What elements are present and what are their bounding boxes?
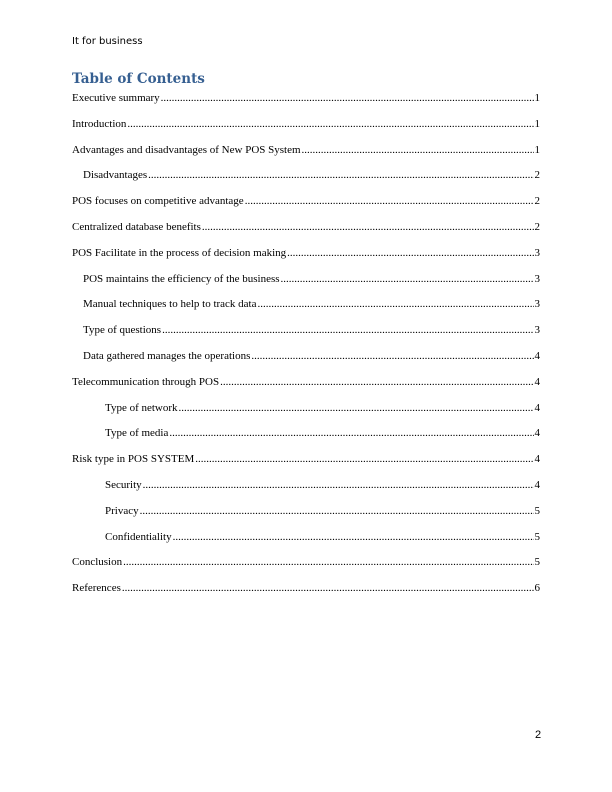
toc-leader-dots	[220, 375, 533, 389]
toc-entry-text[interactable]: Executive summary	[72, 92, 160, 104]
toc-entry-page[interactable]: 5	[534, 504, 540, 517]
toc-entry-privacy[interactable]	[72, 504, 540, 518]
toc-entry-text[interactable]: POS Facilitate in the process of decision making	[72, 246, 287, 259]
toc-entry-text[interactable]: Disadvantages	[83, 169, 148, 182]
toc-leader-dots	[245, 194, 534, 208]
toc-entry-conclusion[interactable]	[72, 555, 540, 569]
toc-entry-text[interactable]: Manual techniques to help to track data	[83, 298, 257, 311]
toc-leader-dots	[258, 297, 534, 311]
toc-entry-manual-techniques[interactable]	[72, 297, 540, 311]
toc-entry-references[interactable]	[72, 581, 540, 595]
toc-entry-page[interactable]: 1	[534, 117, 540, 130]
toc-leader-dots	[122, 581, 534, 595]
toc-leader-dots	[251, 349, 533, 363]
toc-entry-risk-type[interactable]	[72, 452, 540, 466]
toc-entry-page[interactable]: 2	[534, 169, 540, 182]
toc-entry-efficiency[interactable]	[72, 272, 540, 286]
toc-entry-page[interactable]: 4	[534, 427, 540, 440]
toc-entry-decision-making[interactable]	[72, 246, 540, 260]
toc-entry-page[interactable]: 4	[534, 478, 540, 491]
toc-entry-page[interactable]: 6	[534, 582, 540, 595]
page-number: 2	[535, 729, 542, 741]
toc-leader-dots	[195, 452, 533, 466]
toc-entry-text[interactable]: Type of network	[105, 401, 178, 414]
toc-entry-page[interactable]: 3	[534, 298, 540, 311]
toc-leader-dots	[123, 555, 533, 569]
toc-entry-page[interactable]: 4	[534, 375, 540, 388]
page-header: It for business	[72, 36, 143, 47]
toc-entry-text[interactable]: POS maintains the efficiency of the business	[83, 272, 280, 285]
toc-entry-page[interactable]: 4	[534, 349, 540, 362]
toc-entry-type-of-questions[interactable]	[72, 323, 540, 337]
toc-entry-text[interactable]: Security	[105, 478, 142, 491]
toc-entry-advantages-disadvantages[interactable]	[72, 143, 540, 157]
toc-entry-text[interactable]: References	[72, 582, 121, 595]
toc-entry-page[interactable]: 3	[534, 246, 540, 259]
toc-entry-text[interactable]: Confidentiality	[105, 530, 172, 543]
toc-leader-dots	[179, 401, 534, 415]
toc-entry-text[interactable]: Type of media	[105, 427, 169, 440]
toc-entry-page[interactable]: 1	[534, 92, 540, 104]
toc-leader-dots	[169, 426, 533, 440]
toc-entry-competitive-advantage[interactable]	[72, 194, 540, 208]
toc-leader-dots	[281, 272, 534, 286]
toc-entry-text[interactable]: Conclusion	[72, 556, 123, 569]
toc-leader-dots	[148, 168, 533, 182]
toc-leader-dots	[202, 220, 534, 234]
toc-entry-page[interactable]: 3	[534, 324, 540, 337]
toc-entry-disadvantages[interactable]	[72, 168, 540, 182]
toc-entry-page[interactable]: 2	[534, 220, 540, 233]
toc-leader-dots	[127, 117, 533, 131]
toc-entry-type-of-network[interactable]	[72, 401, 540, 415]
toc-leader-dots	[162, 323, 533, 337]
toc-entry-telecommunication[interactable]	[72, 375, 540, 389]
toc-entry-type-of-media[interactable]	[72, 426, 540, 440]
toc-entry-security[interactable]	[72, 478, 540, 492]
toc-entry-text[interactable]: Privacy	[105, 504, 139, 517]
toc-entry-page[interactable]: 4	[534, 401, 540, 414]
toc-entry-executive-summary[interactable]	[72, 91, 540, 105]
toc-leader-dots	[173, 530, 534, 544]
table-of-contents	[72, 91, 540, 607]
toc-leader-dots	[140, 504, 534, 518]
toc-entry-page[interactable]: 4	[534, 453, 540, 466]
toc-entry-page[interactable]: 2	[534, 195, 540, 208]
toc-title: Table of Contents	[72, 71, 205, 87]
toc-entry-text[interactable]: Advantages and disadvantages of New POS System	[72, 143, 301, 156]
toc-entry-text[interactable]: Centralized database benefits	[72, 220, 201, 233]
toc-entry-page[interactable]: 5	[534, 556, 540, 569]
toc-entry-text[interactable]: Risk type in POS SYSTEM	[72, 453, 195, 466]
toc-leader-dots	[161, 91, 534, 105]
toc-entry-text[interactable]: POS focuses on competitive advantage	[72, 195, 244, 208]
toc-entry-text[interactable]: Telecommunication through POS	[72, 375, 220, 388]
toc-leader-dots	[302, 143, 534, 157]
toc-entry-text[interactable]: Type of questions	[83, 324, 162, 337]
toc-entry-page[interactable]: 1	[534, 143, 540, 156]
toc-entry-centralized-database[interactable]	[72, 220, 540, 234]
toc-entry-confidentiality[interactable]	[72, 530, 540, 544]
toc-entry-introduction[interactable]	[72, 117, 540, 131]
toc-entry-text[interactable]: Introduction	[72, 117, 127, 130]
toc-entry-data-gathered[interactable]	[72, 349, 540, 363]
toc-leader-dots	[143, 478, 534, 492]
toc-entry-text[interactable]: Data gathered manages the operations	[83, 349, 251, 362]
toc-leader-dots	[287, 246, 533, 260]
toc-entry-page[interactable]: 3	[534, 272, 540, 285]
toc-entry-page[interactable]: 5	[534, 530, 540, 543]
